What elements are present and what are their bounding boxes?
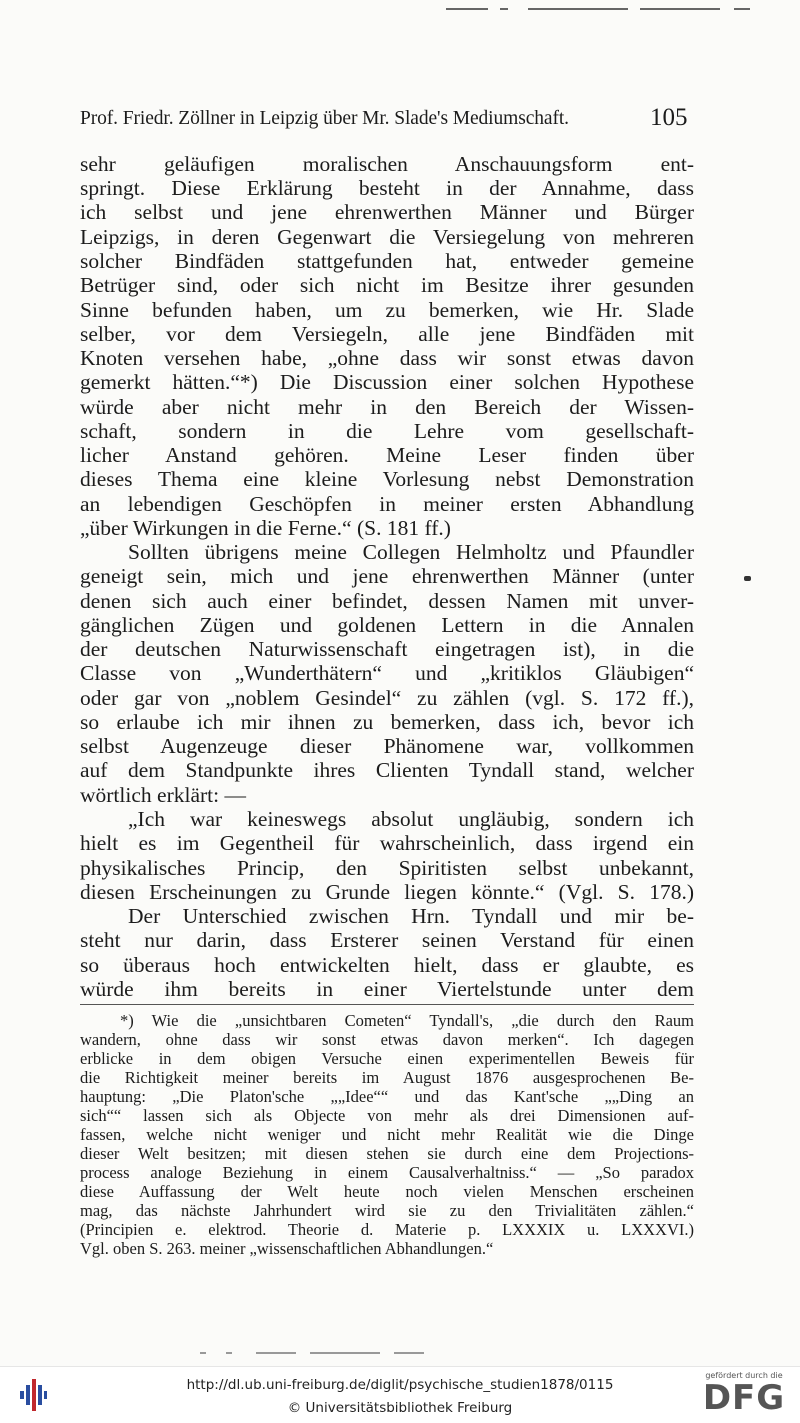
footnote-line: (Principien e. elektrod. Theorie d. Materie p. LXXXIX u. LXXXVI.) [80, 1220, 694, 1239]
scan-artifact [256, 1352, 296, 1354]
text-line: auf dem Standpunkte ihres Clienten Tyndall stand, welcher [80, 758, 694, 782]
footnote-line: erblicke in dem obigen Versuche einen experimentellen Beweis für [80, 1049, 694, 1068]
text-line: wörtlich erklärt: — [80, 783, 246, 807]
text-line: Sollten übrigens meine Collegen Helmholtz und Pfaundler [128, 540, 694, 564]
text-line: gänglichen Zügen und goldenen Lettern in die Annalen [80, 613, 694, 637]
text-line: denen sich auch einer befindet, dessen Namen mit unver- [80, 589, 694, 613]
running-title: Prof. Friedr. Zöllner in Leipzig über Mr. Slade's Mediumschaft. [80, 108, 569, 129]
dfg-logo: DFG [702, 1378, 786, 1418]
margin-mark [744, 576, 751, 581]
text-line: so überaus hoch entwickelten hielt, dass er glaubte, es [80, 953, 694, 977]
scan-artifact [500, 8, 508, 10]
text-line: geneigt sein, mich und jene ehrenwerthen Männer (unter [80, 564, 694, 588]
copyright-notice: © Universitätsbibliothek Freiburg [287, 1400, 513, 1416]
text-line: Classe von „Wunderthätern“ und „kritiklos Gläubigen“ [80, 661, 694, 685]
footnote-line: wandern, ohne dass wir sonst etwas davon merken“. Ich dagegen [80, 1030, 694, 1049]
text-line: würde ihm bereits in einer Viertelstunde unter dem [80, 977, 694, 1001]
page-number: 105 [650, 104, 688, 131]
text-line: physikalisches Princip, den Spiritisten selbst unbekannt, [80, 856, 694, 880]
footnote-divider [80, 1004, 694, 1005]
footnote-line: fassen, welche nicht weniger und nicht mehr Realität wie die Dinge [80, 1125, 694, 1144]
text-line: „über Wirkungen in die Ferne.“ (S. 181 ff.) [80, 516, 451, 540]
text-line: ich selbst und jene ehrenwerthen Männer und Bürger [80, 200, 694, 224]
text-line: springt. Diese Erklärung besteht in der Annahme, dass [80, 176, 694, 200]
viewer-footer [0, 1366, 800, 1423]
scan-artifact [394, 1352, 424, 1354]
text-line: Der Unterschied zwischen Hrn. Tyndall und mir be- [128, 904, 694, 928]
dfg-caption: gefördert durch die [705, 1371, 783, 1380]
text-line: an lebendigen Geschöpfen in meiner ersten Abhandlung [80, 492, 694, 516]
footnote-line: hauptung: „Die Platon'sche „„Idee““ und das Kant'sche „„Ding an [80, 1087, 694, 1106]
text-line: steht nur darin, dass Ersterer seinen Verstand für einen [80, 928, 694, 952]
footnote-line: dieser Welt besitzen; mit diesen stehen sie durch eine dem Projections- [80, 1144, 694, 1163]
text-line: diesen Erscheinungen zu Grunde liegen könnte.“ (Vgl. S. 178.) [80, 880, 694, 904]
text-line: oder gar von „noblem Gesindel“ zu zählen (vgl. S. 172 ff.), [80, 686, 694, 710]
scan-artifact [640, 8, 720, 10]
footnote-line: sich““ lassen sich als Objecte von mehr als drei Dimensionen auf- [80, 1106, 694, 1125]
text-line: „Ich war keineswegs absolut ungläubig, sondern ich [128, 807, 694, 831]
scan-artifact [310, 1352, 380, 1354]
text-line: schaft, sondern in die Lehre vom gesellschaft- [80, 419, 694, 443]
text-line: selbst Augenzeuge dieser Phänomene war, vollkommen [80, 734, 694, 758]
scan-artifact [226, 1352, 232, 1354]
text-line: Knoten versehen habe, „ohne dass wir sonst etwas davon [80, 346, 694, 370]
text-line: selber, vor dem Versiegeln, alle jene Bindfäden mit [80, 322, 694, 346]
text-line: der deutschen Naturwissenschaft eingetragen ist), in die [80, 637, 694, 661]
text-line: sehr geläufigen moralischen Anschauungsform ent- [80, 152, 694, 176]
document-url-link[interactable]: http://dl.ub.uni-freiburg.de/diglit/psychische_studien1878/0115 [186, 1377, 614, 1393]
text-line: so erlaube ich mir ihnen zu bemerken, dass ich, bevor ich [80, 710, 694, 734]
text-line: Sinne befunden haben, um zu bemerken, wie Hr. Slade [80, 298, 694, 322]
scan-artifact [200, 1352, 206, 1354]
text-line: hielt es im Gegentheil für wahrscheinlich, dass irgend ein [80, 831, 694, 855]
scan-artifact [446, 8, 488, 10]
text-line: würde aber nicht mehr in den Bereich der Wissen- [80, 395, 694, 419]
footnote-line: diese Auffassung der Welt heute noch vielen Menschen erscheinen [80, 1182, 694, 1201]
footnote-line: *) Wie die „unsichtbaren Cometen“ Tyndall's, „die durch den Raum [120, 1011, 694, 1030]
scan-artifact [528, 8, 628, 10]
text-line: solcher Bindfäden stattgefunden hat, entweder gemeine [80, 249, 694, 273]
footnote-line: mag, das nächste Jahrhundert wird sie zu den Trivialitäten zählen.“ [80, 1201, 694, 1220]
text-line: licher Anstand gehören. Meine Leser finden über [80, 443, 694, 467]
text-line: dieses Thema eine kleine Vorlesung nebst Demonstration [80, 467, 694, 491]
text-line: Leipzigs, in deren Gegenwart die Versiegelung von mehreren [80, 225, 694, 249]
text-line: gemerkt hätten.“*) Die Discussion einer solchen Hypothese [80, 370, 694, 394]
text-line: Betrüger sind, oder sich nicht im Besitze ihrer gesunden [80, 273, 694, 297]
dfg-funding-badge [696, 1371, 792, 1421]
scan-artifact [734, 8, 750, 10]
footnote-line: process analoge Beziehung in einem Causalverhaltniss.“ — „So paradox [80, 1163, 694, 1182]
footnote-line: die Richtigkeit meiner bereits im August 1876 ausgesprochenen Be- [80, 1068, 694, 1087]
footnote-line: Vgl. oben S. 263. meiner „wissenschaftlichen Abhandlungen.“ [80, 1239, 494, 1258]
